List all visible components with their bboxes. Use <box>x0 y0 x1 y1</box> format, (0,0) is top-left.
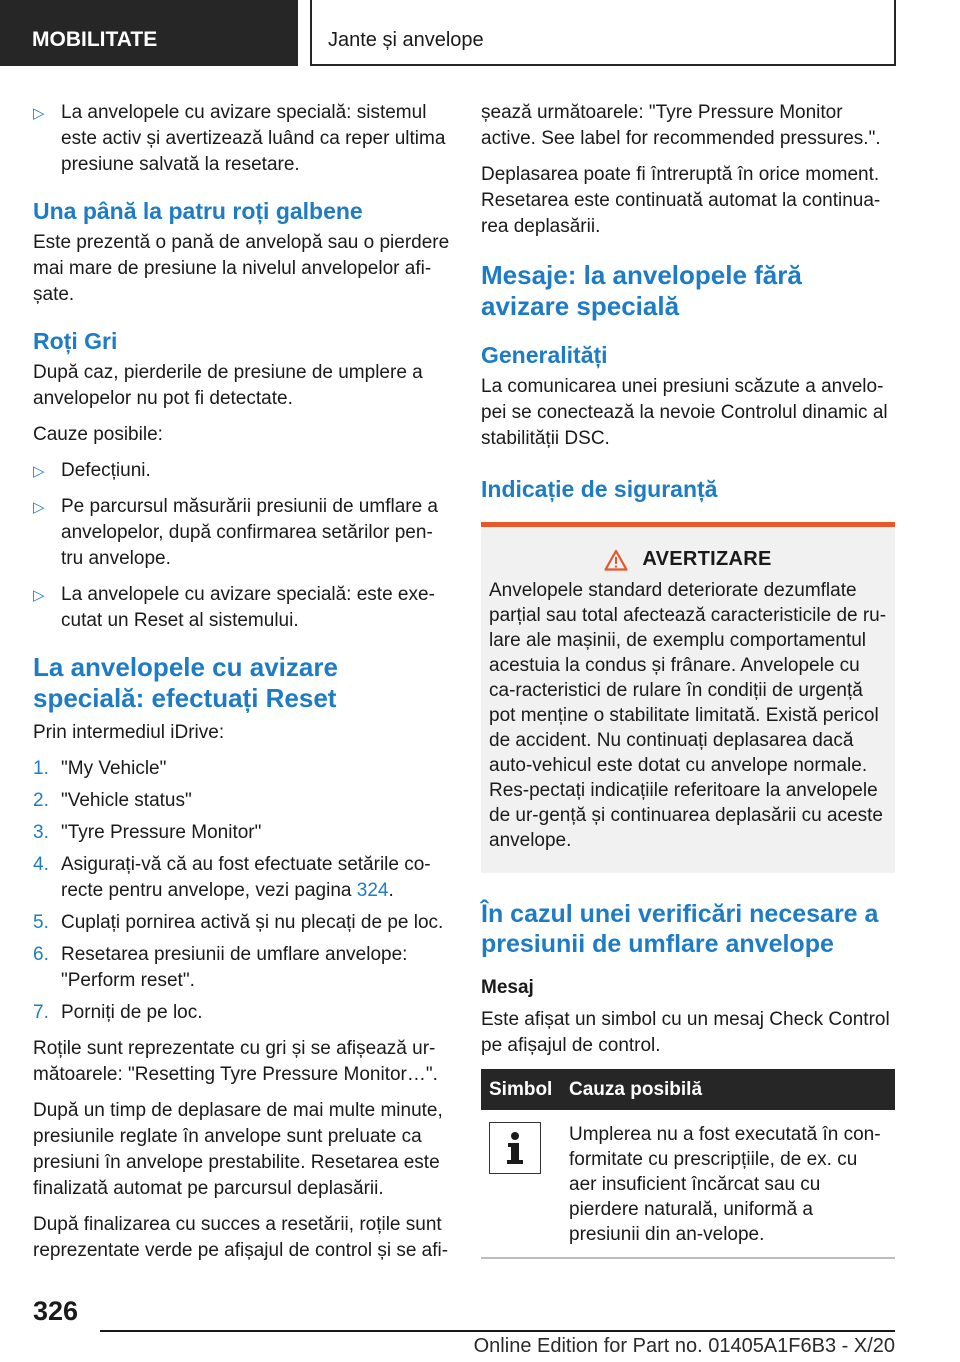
heading-general: Generalități <box>481 342 608 368</box>
heading-reset: La anvelopele cu avizare specială: efectuați Reset <box>33 652 338 713</box>
list-item: ▷ La anvelopele cu avizare specială: este exe-cutat un Reset al sistemului. <box>33 584 435 631</box>
triangle-bullet-icon: ▷ <box>33 463 45 480</box>
paragraph: La comunicarea unei presiuni scăzute a anvelo-pei se conectează la nevoie Controlul dinamic al stabilității DSC. <box>481 376 888 449</box>
list-item: ▷ Pe parcursul măsurării presiunii de umflare a anvelopelor, după confirmarea setărilor pen-tru anvelope. <box>33 496 438 569</box>
heading-message: Mesaj <box>481 977 534 998</box>
page-number: 326 <box>33 1296 79 1326</box>
step-item: 5. Cuplați pornirea activă și nu plecați de pe loc. <box>33 912 444 933</box>
triangle-bullet-icon: ▷ <box>33 105 45 122</box>
paragraph: După caz, pierderile de presiune de umplere a anvelopelor nu pot fi detectate. <box>33 362 423 409</box>
page-link[interactable]: 324 <box>356 880 389 901</box>
warning-box <box>481 522 895 873</box>
heading-yellow-wheels: Una până la patru roți galbene <box>33 198 363 224</box>
warning-text: Anvelopele standard deteriorate dezumflate parțial sau total afectează caracteristicile de ru-lare ale mașinii, de exemplu comportamentul acestuia la condus și frânare. Anvelopele cu ca-racteristici de rulare în condiții de urgență pot menține o stabilitate limitată. Există pericol de accident. Nu continuați deplasarea dacă auto-vehicul este dotat cu anvelope normale. Res-pectați indicațiile referitoare la anvelopele de ur-gență și continuarea deplasării cu aceste anvelope. <box>489 580 887 851</box>
right-column <box>481 100 895 1259</box>
heading-safety: Indicație de siguranță <box>481 476 718 502</box>
paragraph: Este afișat un simbol cu un mesaj Check Control pe afișajul de control. <box>481 1009 890 1056</box>
step-item: 4. Asigurați-vă că au fost efectuate setările co-recte pentru anvelope, vezi pagina 324. <box>33 854 431 901</box>
table-cell-cause: Umplerea nu a fost executată în con-formitate cu prescripțiile, de ex. cu aer insuficient încărcat sau cu pierdere naturală, uniformă a presiunii din an-velope. <box>561 1110 895 1258</box>
table-header-symbol: Simbol <box>481 1069 561 1110</box>
paragraph: Prin intermediul iDrive: <box>33 722 225 743</box>
paragraph: Cauze posibile: <box>33 424 163 445</box>
info-icon <box>489 1122 541 1174</box>
step-item: 7. Porniți de pe loc. <box>33 1002 203 1023</box>
list-item: ▷ La anvelopele cu avizare specială: sistemul este activ și avertizează luând ca reper ultima presiune salvată la resetare. <box>33 102 446 175</box>
table-row <box>481 1110 895 1258</box>
paragraph: șează următoarele: "Tyre Pressure Monitor active. See label for recommended pressures.". <box>481 102 881 149</box>
step-item: 2. "Vehicle status" <box>33 790 192 811</box>
heading-pressure-check: În cazul unei verificări necesare a presiunii de umflare anvelope <box>481 900 879 958</box>
step-item: 6. Resetarea presiunii de umflare anvelope: "Perform reset". <box>33 944 408 991</box>
table-header-cause: Cauza posibilă <box>561 1069 895 1110</box>
step-item: 3. "Tyre Pressure Monitor" <box>33 822 262 843</box>
paragraph: Roțile sunt reprezentate cu gri și se afișează ur-mătoarele: "Resetting Tyre Pressure Monitor…". <box>33 1038 438 1085</box>
warning-title: AVERTIZARE <box>489 547 887 572</box>
chapter-title: Jante și anvelope <box>310 0 896 66</box>
heading-messages: Mesaje: la anvelopele fără avizare specială <box>481 260 802 321</box>
paragraph: Deplasarea poate fi întreruptă în orice moment. Resetarea este continuată automat la continua-rea deplasării. <box>481 164 881 237</box>
list-item: ▷ Defecțiuni. <box>33 458 453 484</box>
paragraph: După un timp de deplasare de mai multe minute, presiunile reglate în anvelope sunt preluate ca presiuni în anvelope prestabilite. Resetarea este finalizată automat pe parcursul deplasării. <box>33 1100 443 1199</box>
symbol-table <box>481 1069 895 1259</box>
heading-grey-wheels: Roți Gri <box>33 328 118 354</box>
warning-triangle-icon <box>604 549 628 571</box>
left-column <box>33 100 453 1274</box>
triangle-bullet-icon: ▷ <box>33 499 45 516</box>
step-item: 1. "My Vehicle" <box>33 758 167 779</box>
triangle-bullet-icon: ▷ <box>33 587 45 604</box>
section-title: MOBILITATE <box>0 0 298 66</box>
paragraph: După finalizarea cu succes a resetării, roțile sunt reprezentate verde pe afișajul de control și se afi- <box>33 1214 449 1261</box>
edition-note: Online Edition for Part no. 01405A1F6B3 - X/20 <box>473 1335 895 1357</box>
paragraph: Este prezentă o pană de anvelopă sau o pierdere mai mare de presiune la nivelul anvelopelor afi-șate. <box>33 232 450 305</box>
page-header <box>0 0 960 66</box>
